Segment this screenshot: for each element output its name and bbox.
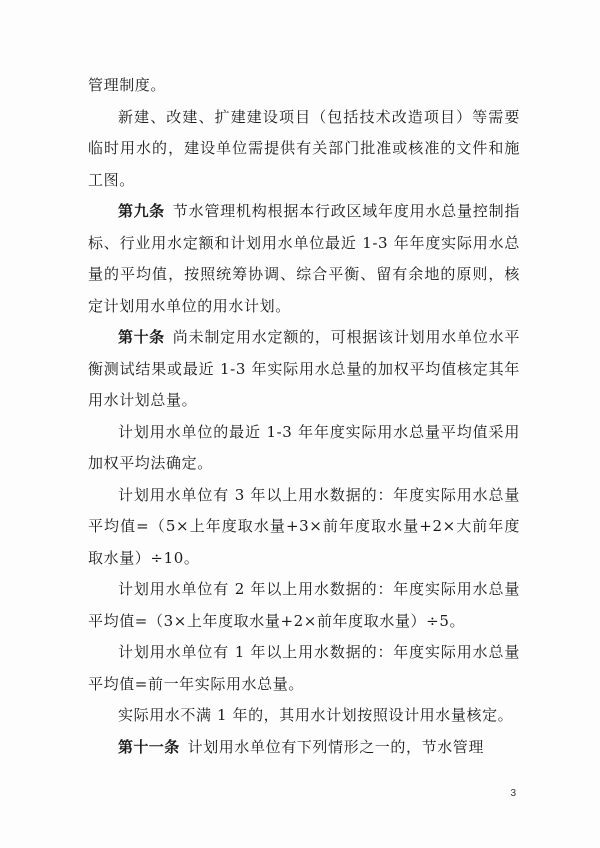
paragraph-7 (88, 574, 520, 637)
paragraph-text: 计划用水单位有 2 年以上用水数据的：年度实际用水总量平均值=（3×上年度取水量+2×前年度取水量）÷5。 (88, 580, 520, 630)
paragraph-text: 管理制度。 (88, 76, 167, 94)
page-number: 3 (510, 788, 516, 799)
paragraph-5 (88, 417, 520, 480)
article-label: 第十一条 (118, 737, 180, 756)
paragraph-6 (88, 480, 520, 575)
paragraph-text: 尚未制定用水定额的，可根据该计划用水单位水平衡测试结果或最近 1-3 年实际用水总量的加权平均值核定其年用水计划总量。 (88, 328, 521, 409)
paragraph-1 (88, 70, 520, 102)
article-9 (88, 196, 520, 322)
document-body (88, 70, 520, 763)
article-label: 第十条 (118, 328, 165, 346)
paragraph-text: 计划用水单位有 3 年以上用水数据的：年度实际用水总量平均值=（5×上年度取水量+3×前年度取水量+2×大前年度取水量）÷10。 (88, 485, 520, 567)
paragraph-9 (88, 700, 520, 732)
paragraph-8 (88, 637, 520, 700)
paragraph-text: 计划用水单位有 1 年以上用水数据的：年度实际用水总量平均值=前一年实际用水总量。 (88, 643, 520, 693)
paragraph-text: 计划用水单位的最近 1-3 年年度实际用水总量平均值采用加权平均法确定。 (88, 422, 520, 472)
paragraph-2 (88, 102, 520, 197)
article-10 (88, 322, 520, 417)
article-label: 第九条 (118, 202, 165, 220)
paragraph-text: 节水管理机构根据本行政区域年度用水总量控制指标、行业用水定额和计划用水单位最近 1-3 年年度实际用水总量的平均值，按照统筹协调、综合平衡、留有余地的原则，核定计划用水单位的用水计划。 (88, 202, 521, 315)
paragraph-text: 计划用水单位有下列情形之一的，节水管理 (187, 737, 485, 756)
paragraph-text: 新建、改建、扩建建设项目（包括技术改造项目）等需要临时用水的，建设单位需提供有关部门批准或核准的文件和施工图。 (88, 107, 520, 189)
article-11 (88, 732, 520, 764)
paragraph-text: 实际用水不满 1 年的，其用水计划按照设计用水量核定。 (118, 706, 514, 724)
